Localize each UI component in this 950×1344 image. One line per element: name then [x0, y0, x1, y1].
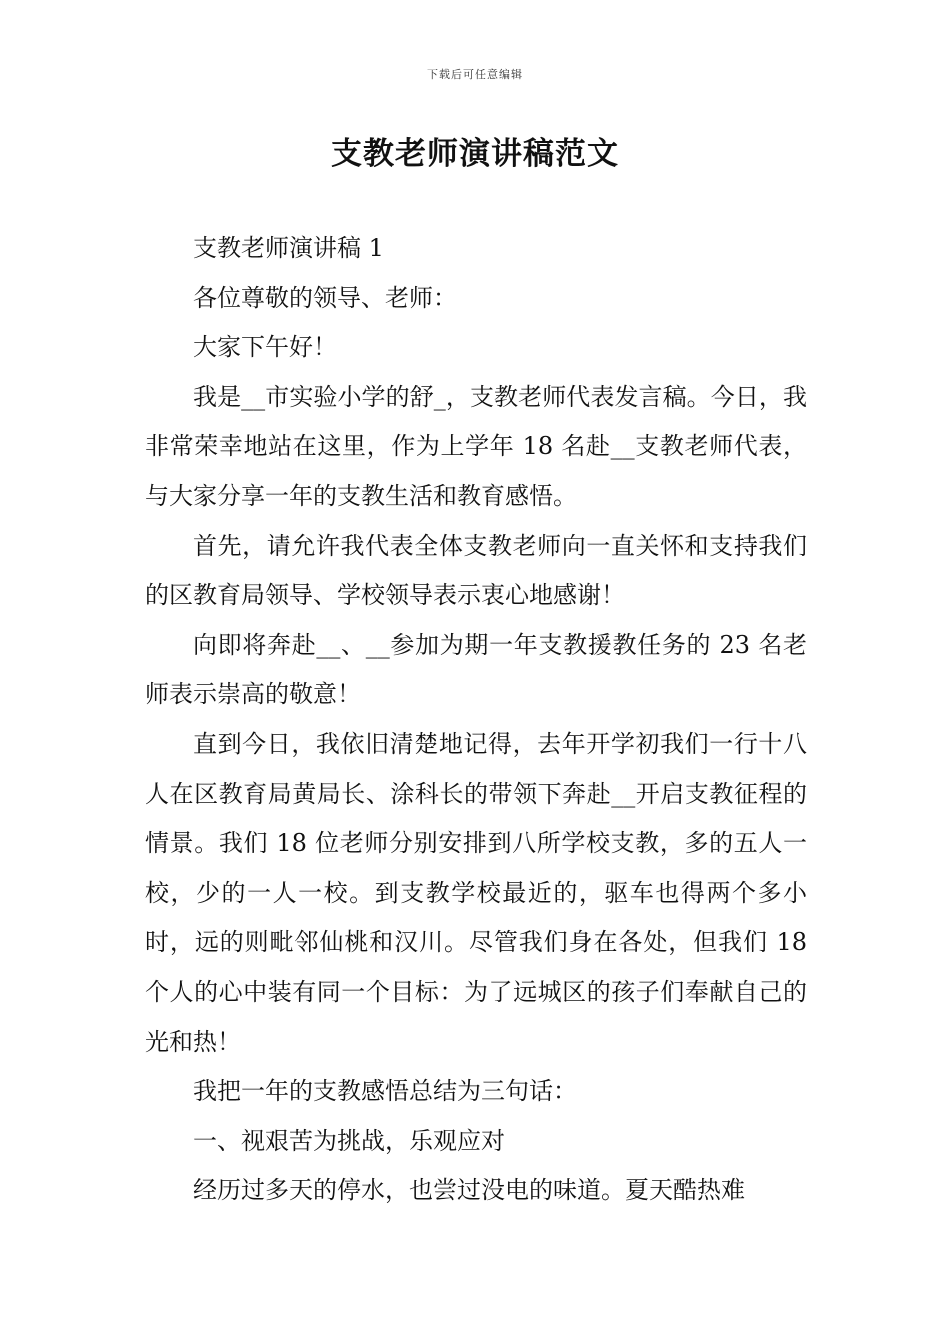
paragraph-salutation: 各位尊敬的领导、老师： [193, 283, 457, 312]
document-title: 支教老师演讲稿范文 [331, 136, 619, 172]
document-body [145, 224, 807, 1216]
paragraph-greeting: 大家下午好！ [193, 333, 337, 362]
paragraph-respect: 向即将奔赴__、__参加为期一年支教援教任务的 23 名老师表示崇高的敬意！ [145, 630, 807, 709]
paragraph-section-one: 一、视艰苦为挑战，乐观应对 [193, 1126, 505, 1155]
paragraph-introduction: 我是__市实验小学的舒_，支教老师代表发言稿。今日，我非常荣幸地站在这里，作为上学年 18 名赴__支教老师代表，与大家分享一年的支教生活和教育感悟。 [145, 382, 807, 510]
paragraph-hardship: 经历过多天的停水，也尝过没电的味道。夏天酷热难 [193, 1176, 745, 1205]
paragraph-heading: 支教老师演讲稿 1 [193, 234, 384, 262]
header-note: 下载后可任意编辑 [427, 68, 523, 81]
paragraph-memory: 直到今日，我依旧清楚地记得，去年开学初我们一行十八人在区教育局黄局长、涂科长的带领下奔赴__开启支教征程的情景。我们 18 位老师分别安排到八所学校支教，多的五人一校，少的一人一校。到支教学校最近的，驱车也得两个多小时，远的则毗邻仙桃和汉川。尽管我们身在各处，但我们 18 个人的心中装有同一个目标：为了远城区的孩子们奉献自己的光和热！ [145, 729, 807, 1056]
paragraph-summary-intro: 我把一年的支教感悟总结为三句话： [193, 1077, 577, 1106]
paragraph-thanks: 首先，请允许我代表全体支教老师向一直关怀和支持我们的区教育局领导、学校领导表示衷心地感谢！ [145, 531, 807, 610]
